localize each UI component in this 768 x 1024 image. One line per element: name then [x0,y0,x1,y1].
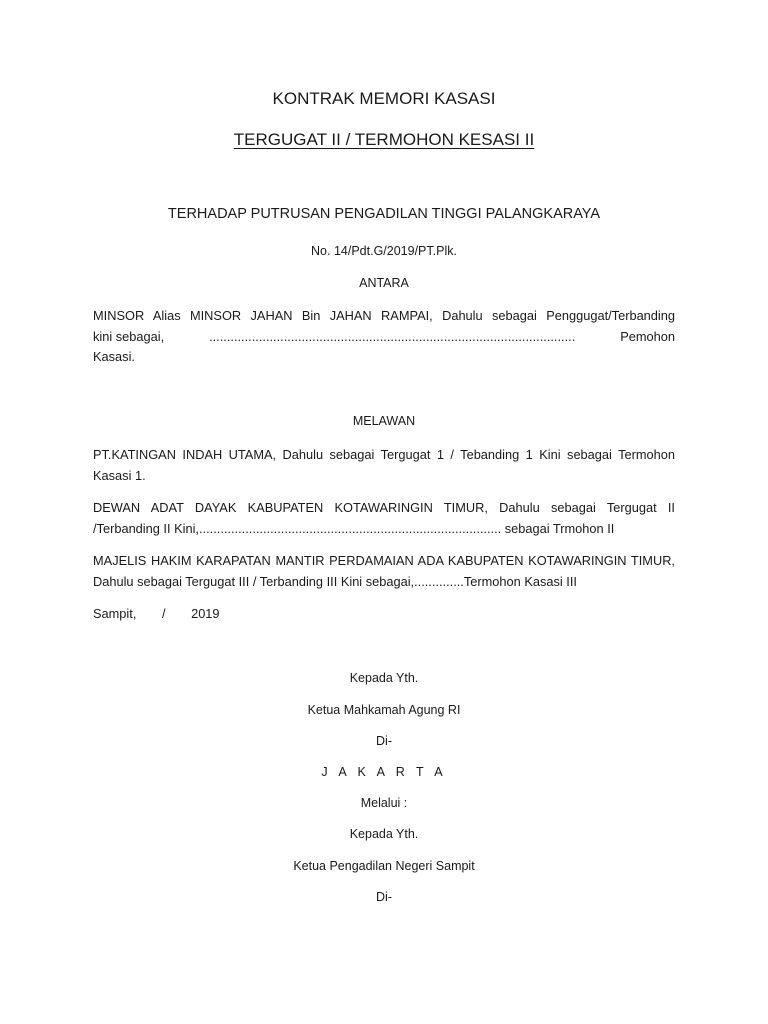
party-paragraph-2: PT.KATINGAN INDAH UTAMA, Dahulu sebagai Tergugat 1 / Tebanding 1 Kini sebagai Termohon Kasasi 1. [93,447,675,483]
address-at-1: Di- [376,734,392,748]
document-subtitle: TERGUGAT II / TERMOHON KESASI II [233,130,535,149]
address-recipient-2: Ketua Pengadilan Negeri Sampit [293,859,475,873]
party-1-line-1: MINSOR Alias MINSOR JAHAN Bin JAHAN RAMPAI, Dahulu sebagai Penggugat/Terbanding [93,308,675,323]
party-paragraph-3: DEWAN ADAT DAYAK KABUPATEN KOTAWARINGIN TIMUR, Dahulu sebagai Tergugat II /Terbanding II Kini,..................................................................................... sebagai Trmohon II [93,500,675,536]
party-1-line-2 [93,327,675,348]
document-title: KONTRAK MEMORI KASASI [272,89,496,108]
address-via: Melalui : [360,796,408,810]
address-to-1: Kepada Yth. [349,671,419,685]
between-label: ANTARA [359,276,409,290]
party-paragraph-1 [93,306,675,368]
address-to-2: Kepada Yth. [349,827,419,841]
date-slash: / [161,606,166,621]
address-recipient-1: Ketua Mahkamah Agung RI [307,703,461,717]
decision-heading: TERHADAP PUTRUSAN PENGADILAN TINGGI PALANGKARAYA [167,206,601,222]
address-at-2: Di- [376,890,392,904]
party-1-role-suffix: Pemohon [620,328,675,344]
address-city-1: J A K A R T A [321,765,447,779]
party-1-line-3: Kasasi. [93,349,135,364]
date-year: 2019 [191,606,220,621]
case-number: No. 14/Pdt.G/2019/PT.Plk. [311,244,457,258]
date-city: Sampit, [93,606,137,621]
date-line [93,606,220,621]
party-1-role-prefix: kini sebagai, [93,328,165,344]
versus-label: MELAWAN [352,414,416,428]
party-paragraph-4: MAJELIS HAKIM KARAPATAN MANTIR PERDAMAIAN ADA KABUPATEN KOTAWARINGIN TIMUR, Dahulu sebagai Tergugat III / Terbanding III Kini sebagai,..............Termohon Kasasi III [93,553,675,589]
party-1-leader-dots: ....................................................................................................... [209,328,576,344]
